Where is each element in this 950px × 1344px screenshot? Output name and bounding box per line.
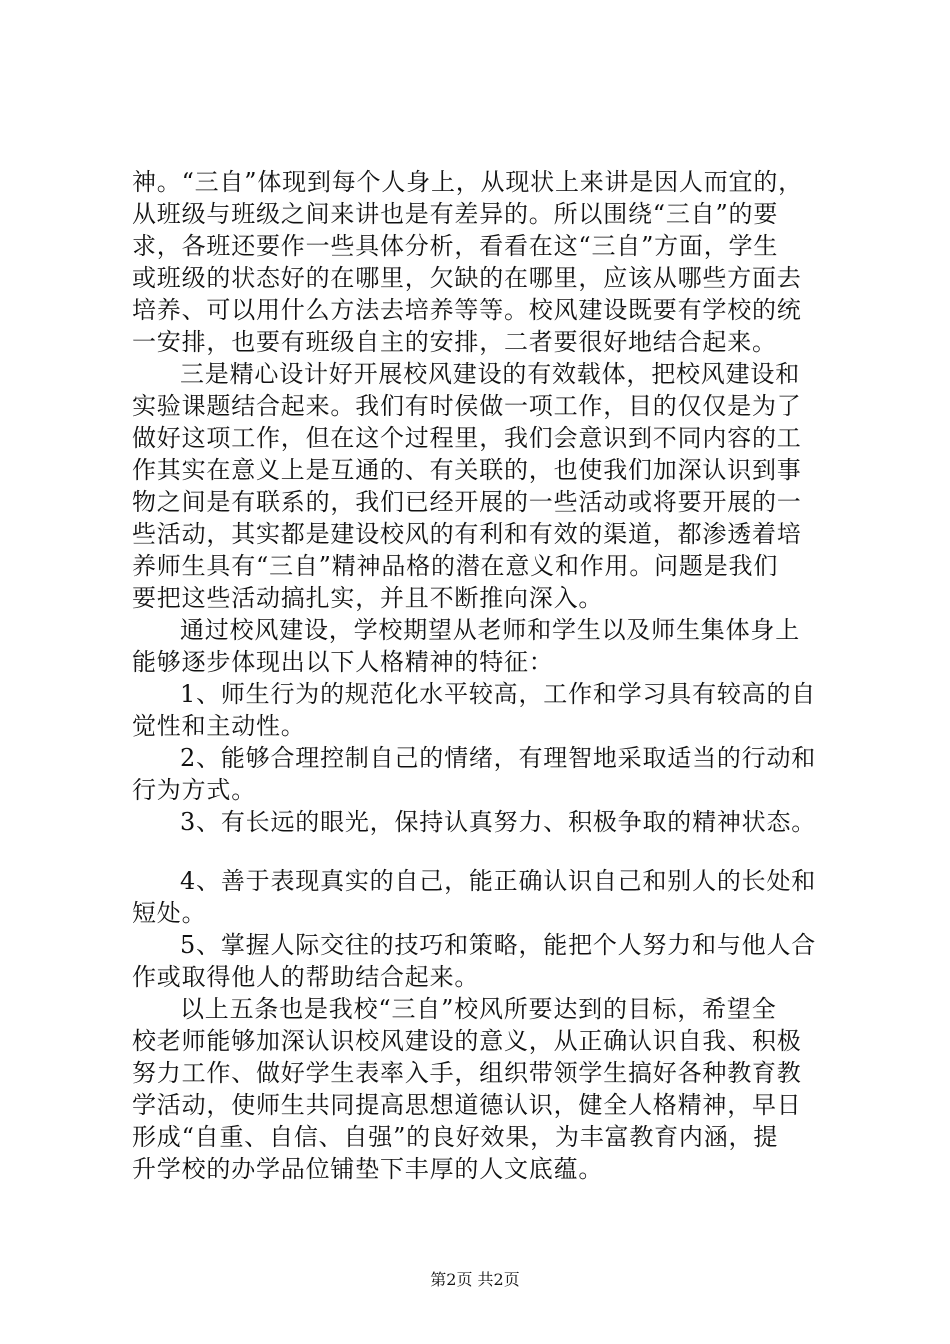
text-line: 行为方式。 bbox=[132, 776, 256, 804]
list-item-line: 5、掌握人际交往的技巧和策略，能把个人努力和与他人合 bbox=[180, 931, 817, 959]
text-line: 要把这些活动搞扎实，并且不断推向深入。 bbox=[132, 584, 604, 612]
text-line: 些活动，其实都是建设校风的有利和有效的渠道，都渗透着培 bbox=[132, 520, 802, 548]
text-line: 学活动，使师生共同提高思想道德认识，健全人格精神，早日 bbox=[132, 1091, 802, 1119]
text-line: 求，各班还要作一些具体分析，看看在这“三自”方面，学生 bbox=[132, 232, 779, 260]
text-line: 从班级与班级之间来讲也是有差异的。所以围绕“三自”的要 bbox=[132, 200, 779, 228]
document-body bbox=[132, 166, 832, 1185]
paragraph-start-line: 三是精心设计好开展校风建设的有效载体，把校风建设和 bbox=[180, 360, 800, 388]
list-item-line: 3、有长远的眼光，保持认真努力、积极争取的精神状态。 bbox=[180, 808, 817, 836]
text-line: 养师生具有“三自”精神品格的潜在意义和作用。问题是我们 bbox=[132, 552, 779, 580]
text-line: 校老师能够加深认识校风建设的意义，从正确认识自我、积极 bbox=[132, 1027, 802, 1055]
text-line: 短处。 bbox=[132, 899, 207, 927]
page-number-label: 第2页 共2页 bbox=[430, 1270, 520, 1289]
paragraph-start-line: 以上五条也是我校“三自”校风所要达到的目标，希望全 bbox=[180, 995, 777, 1023]
text-line: 形成“自重、自信、自强”的良好效果，为丰富教育内涵，提 bbox=[132, 1123, 779, 1151]
text-line: 作其实在意义上是互通的、有关联的，也使我们加深认识到事 bbox=[132, 456, 802, 484]
text-line: 觉性和主动性。 bbox=[132, 712, 306, 740]
list-item-line: 1、师生行为的规范化水平较高，工作和学习具有较高的自 bbox=[180, 680, 817, 708]
text-line: 培养、可以用什么方法去培养等等。校风建设既要有学校的统 bbox=[132, 296, 802, 324]
text-line: 一安排，也要有班级自主的安排，二者要很好地结合起来。 bbox=[132, 328, 777, 356]
page-footer bbox=[0, 1270, 950, 1290]
text-line: 实验课题结合起来。我们有时侯做一项工作，目的仅仅是为了 bbox=[132, 392, 802, 420]
paragraph-start-line: 通过校风建设，学校期望从老师和学生以及师生集体身上 bbox=[180, 616, 800, 644]
list-item-line: 4、善于表现真实的自己，能正确认识自己和别人的长处和 bbox=[180, 867, 817, 895]
text-line: 做好这项工作，但在这个过程里，我们会意识到不同内容的工 bbox=[132, 424, 802, 452]
text-line: 努力工作、做好学生表率入手，组织带领学生搞好各种教育教 bbox=[132, 1059, 802, 1087]
text-line: 物之间是有联系的，我们已经开展的一些活动或将要开展的一 bbox=[132, 488, 802, 516]
text-line: 神。“三自”体现到每个人身上，从现状上来讲是因人而宜的， bbox=[132, 168, 803, 196]
list-item-line: 2、能够合理控制自己的情绪，有理智地采取适当的行动和 bbox=[180, 744, 817, 772]
text-line: 升学校的办学品位铺垫下丰厚的人文底蕴。 bbox=[132, 1155, 604, 1183]
text-line: 或班级的状态好的在哪里，欠缺的在哪里，应该从哪些方面去 bbox=[132, 264, 802, 292]
text-line: 作或取得他人的帮助结合起来。 bbox=[132, 963, 480, 991]
paragraph-gap bbox=[132, 838, 832, 865]
text-line: 能够逐步体现出以下人格精神的特征： bbox=[132, 648, 554, 676]
